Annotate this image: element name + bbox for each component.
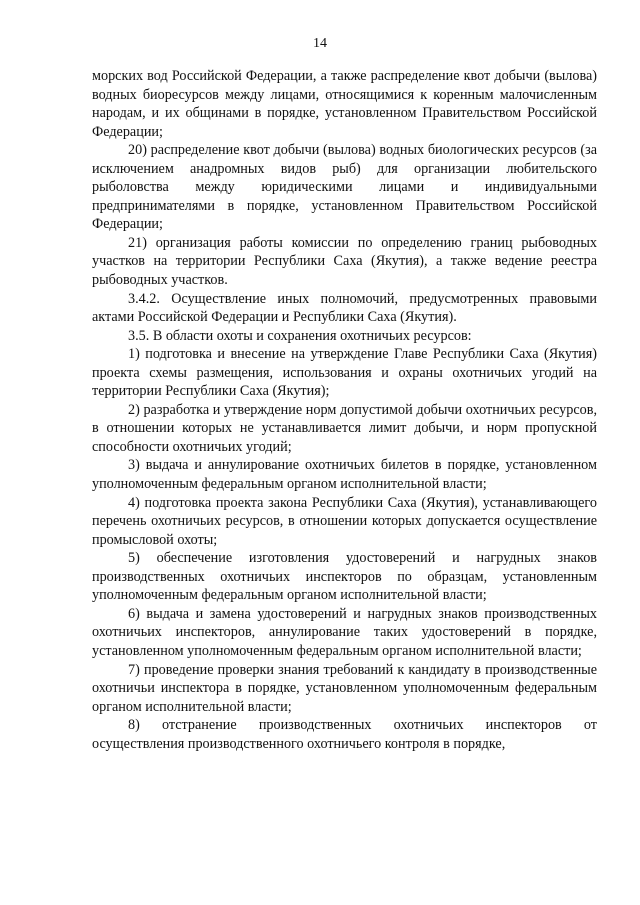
paragraph-item-5: 5) обеспечение изготовления удостоверений и нагрудных знаков производственных охотничьих инспекторов по образцам, установленным уполномоченным федеральным органом исполнительной власти; [92,550,597,604]
paragraph-item-6: 6) выдача и замена удостоверений и нагрудных знаков производственных охотничьих инспекторов, аннулирование таких удостоверений в порядке, установленном уполномоченным федеральным органом исполнительной власти; [92,605,597,659]
paragraph-section-3-5: 3.5. В области охоты и сохранения охотничьих ресурсов: [128,327,472,344]
paragraph-continuation: морских вод Российской Федерации, а также распределение квот добычи (вылова) водных биоресурсов между лицами, относящимися к коренным малочисленным народам, и их общинами в порядке, установленном Правительством Российской Федерации; [92,68,597,140]
paragraph-item-20: 20) распределение квот добычи (вылова) водных биологических ресурсов (за исключением анадромных видов рыб) для организации любительского рыболовства между юридическими лицами и индивидуальными предпринимателями в порядке, установленном Правительством Российской Федерации; [92,142,597,233]
paragraph-item-1: 1) подготовка и внесение на утверждение Главе Республики Саха (Якутия) проекта схемы размещения, использования и охраны охотничьих угодий на территории Республики Саха (Якутия); [92,346,597,400]
paragraph-item-2: 2) разработка и утверждение норм допустимой добычи охотничьих ресурсов, в отношении которых не устанавливается лимит добычи, и норм пропускной способности охотничьих угодий; [92,401,597,455]
paragraph-item-8: 8) отстранение производственных охотничьих инспекторов от осуществления производственного охотничьего контроля в порядке, [92,717,597,752]
document-body [92,67,597,753]
paragraph-section-3-4-2: 3.4.2. Осуществление иных полномочий, предусмотренных правовыми актами Российской Федерации и Республики Саха (Якутия). [92,290,597,326]
paragraph-item-7: 7) проведение проверки знания требований к кандидату в производственные охотничьи инспектора в порядке, установленном уполномоченным федеральным органом исполнительной власти; [92,661,597,715]
paragraph-item-21: 21) организация работы комиссии по определению границ рыбоводных участков на территории Республики Саха (Якутия), а также ведение реестра рыбоводных участков. [92,234,597,289]
page-number: 14 [313,36,327,51]
paragraph-item-3: 3) выдача и аннулирование охотничьих билетов в порядке, установленном уполномоченным федеральным органом исполнительной власти; [92,457,597,493]
paragraph-item-4: 4) подготовка проекта закона Республики Саха (Якутия), устанавливающего перечень охотничьих ресурсов, в отношении которых допускается осуществление промысловой охоты; [92,494,597,548]
